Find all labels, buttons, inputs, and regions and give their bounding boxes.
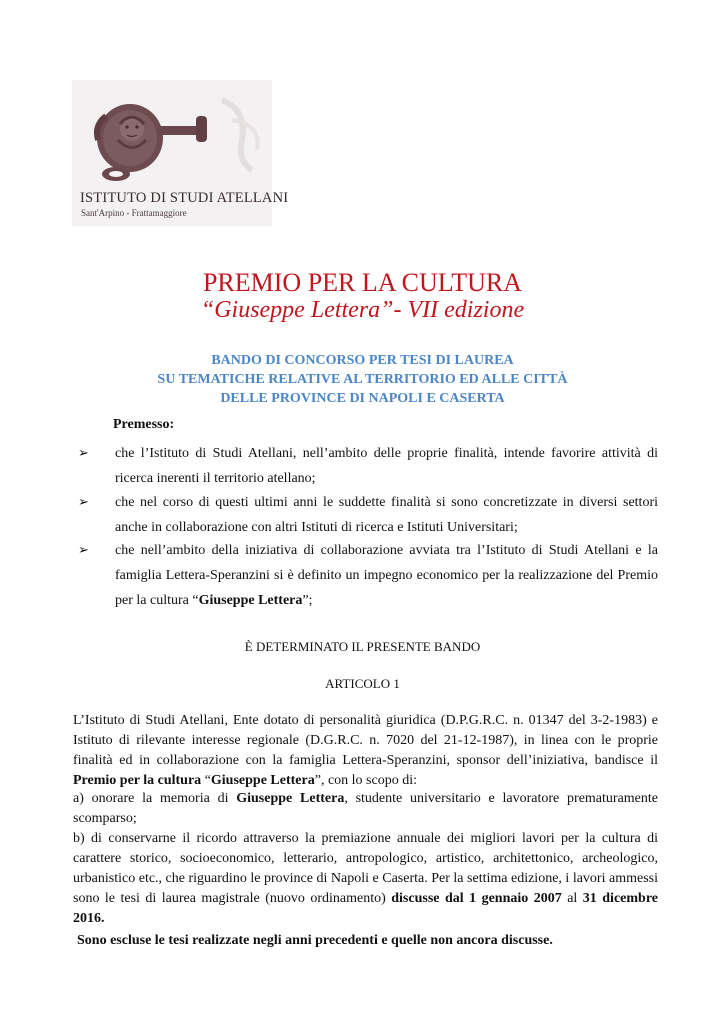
arrow-bullet-icon: ➢ [78,495,89,510]
article-paragraph: L’Istituto di Studi Atellani, Ente dotato di personalità giuridica (D.P.G.R.C. n. 01347 del 3-2-1983) e Istituto di rilevante interesse regionale (D.G.R.C. n. 7020 del 21-12-1987), in linea con le proprie finalità ed in collaborazione con la famiglia Lettera-Speranzini, sponsor dell’iniziativa, bandisce il Premio per la cultura “Giuseppe Lettera”, con lo scopo di: [73,713,658,788]
exclusion-note: Sono escluse le tesi realizzate negli anni precedenti e quelle non ancora discusse. [77,933,553,948]
premise-text: che nel corso di questi ultimi anni le suddette finalità si sono concretizzate in diversi settori anche in collaborazione con altri Istituti di ricerca e Istituti Universitari; [115,495,658,535]
premise-bullet [78,490,658,540]
arrow-bullet-icon: ➢ [78,543,89,558]
premise-text: che l’Istituto di Studi Atellani, nell’ambito delle proprie finalità, intende favorire attività di ricerca inerenti il territorio atellano; [115,446,658,486]
bando-line-3: DELLE PROVINCE DI NAPOLI E CASERTA [220,391,505,406]
premesso-label: Premesso: [113,417,175,432]
premise-bullet [78,538,658,613]
premise-text: che nell’ambito della iniziativa di collaborazione avviata tra l’Istituto di Studi Atellani e la famiglia Lettera-Speranzini si è definito un impegno economico per la realizzazione del Premio per la cultura “Giuseppe Lettera”; [115,543,658,608]
bando-line-2: SU TEMATICHE RELATIVE AL TERRITORIO ED ALLE CITTÀ [157,372,568,387]
bando-line-1: BANDO DI CONCORSO PER TESI DI LAUREA [211,353,514,368]
premise-bullet [78,441,658,491]
articolo-heading: ARTICOLO 1 [325,676,400,691]
logo-subtitle: Sant'Arpino - Frattamaggiore [81,208,187,218]
bando-heading [0,351,725,408]
arrow-bullet-icon: ➢ [78,446,89,461]
logo-institute-name: ISTITUTO DI STUDI ATELLANI [80,190,289,206]
determinato-heading: È DETERMINATO IL PRESENTE BANDO [244,639,481,654]
giuseppe-lettera-bold: Giuseppe Lettera [198,593,303,608]
main-title: PREMIO PER LA CULTURA [202,268,523,297]
purpose-a-paragraph: a) onorare la memoria di Giuseppe Lettera, studente universitario e lavoratore prematuramente scomparso; [73,791,658,826]
institute-logo [72,80,289,226]
medallion-emblem-icon [72,80,272,190]
purpose-b-paragraph: b) di conservarne il ricordo attraverso la premiazione annuale dei migliori lavori per la cultura di carattere storico, socioeconomico, letterario, antropologico, artistico, architettonico, archeologico, urbanistico etc., che riguardino le province di Napoli e Caserta. Per la settima edizione, i lavori ammessi sono le tesi di laurea magistrale (nuovo ordinamento) discusse dal 1 gennaio 2007 al 31 dicembre 2016. [73,831,658,926]
edition-subtitle: “Giuseppe Lettera”- VII edizione [200,297,525,323]
